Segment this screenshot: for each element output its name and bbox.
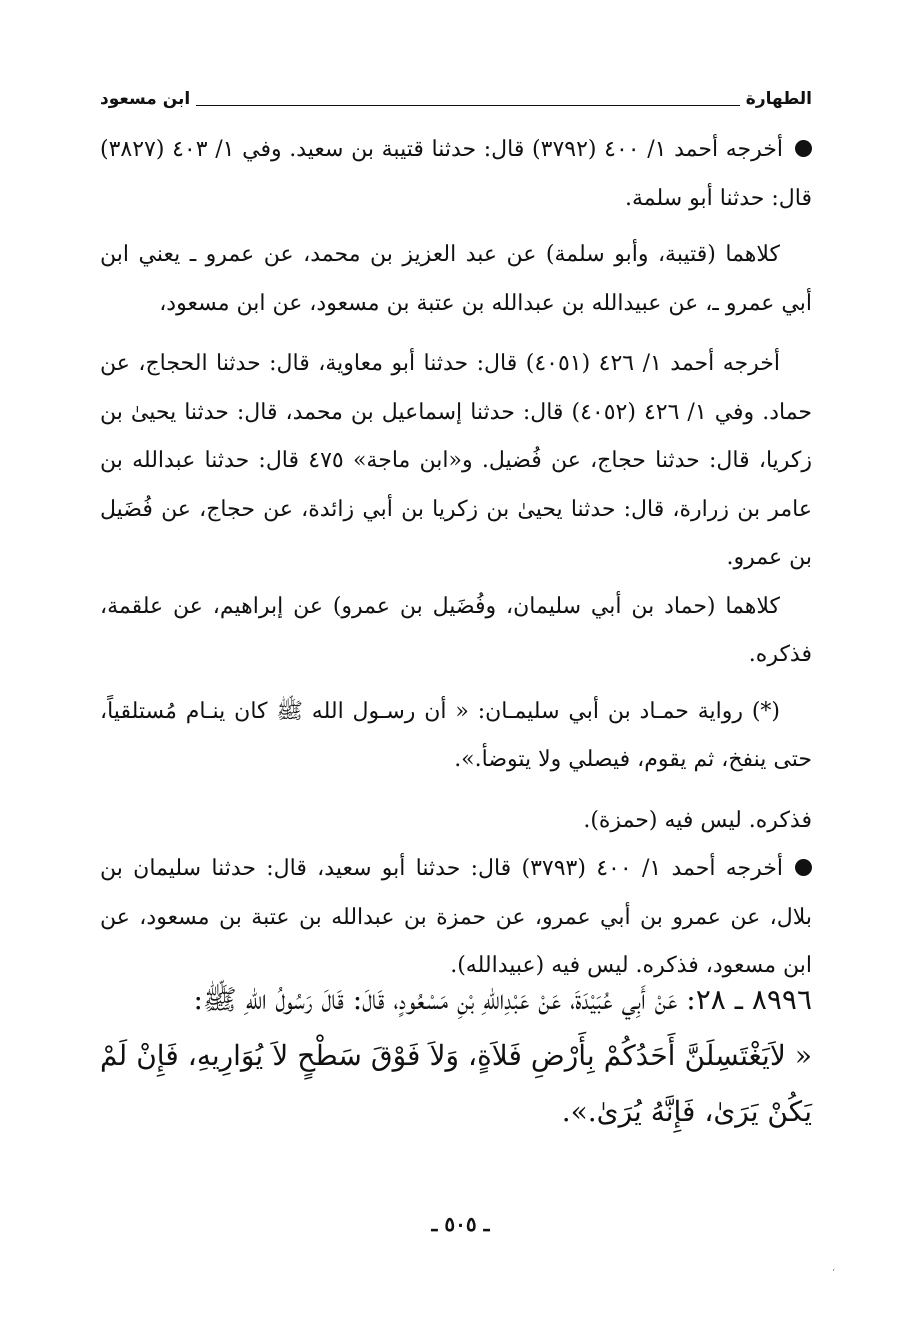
takhrij-paragraph-1: أخرجه أحمد ١/ ٤٠٠ (٣٧٩٢) قال: حدثنا قتيبة بن سعيد. وفي ١/ ٤٠٣ (٣٨٢٧) قال: حدثنا أبو سلمة. (100, 137, 812, 211)
narration-note: (*) رواية حمـاد بن أبي سليمـان: « أن رسـول الله ﷺ كان ينـام مُستلقياً، حتى ينفخ، ثم يقوم، فيصلي ولا يتوضأ.». (100, 698, 812, 772)
bullet-icon (795, 859, 812, 876)
hadith-text: « لاَيَغْتَسِلَنَّ أَحَدُكُمْ بِأَرْضِ فَلاَةٍ، وَلاَ فَوْقَ سَطْحٍ لاَ يُوَارِيهِ، فَإِنْ لَمْ يَكُنْ يَرَىٰ، فَإِنَّهُ يُرَىٰ.». (100, 1039, 812, 1128)
takhrij-paragraph-2: أخرجه أحمد ١/ ٤٢٦ (٤٠٥١) قال: حدثنا أبو معاوية، قال: حدثنا الحجاج، عن حماد. وفي ١/ ٤٢٦ (٤٠٥٢) قال: حدثنا إسماعيل بن محمد، قال: حدثنا يحيىٰ بن زكريا، قال: حدثنا حجاج، عن فُضيل. و«ابن ماجة» ٤٧٥ قال: حدثنا عبدالله بن عامر بن زرارة، قال: حدثنا يحيىٰ بن زكريا بن أبي زائدة، عن حجاج، عن فُضَيل بن عمرو. (100, 351, 813, 570)
section-title: ابن مسعود (100, 89, 191, 109)
chapter-title: الطهارة (745, 89, 812, 109)
scan-mark: ‘ (832, 1268, 836, 1279)
hadith-block (100, 972, 812, 1140)
running-header (100, 84, 812, 114)
chain-paragraph-2: كلاهما (حماد بن أبي سليمان، وفُضَيل بن عمرو) عن إبراهيم، عن علقمة، فذكره. (100, 593, 812, 667)
hadith-heading: ٨٩٩٦ ـ ٢٨: عَنْ أَبِي عُبَيْدَةَ، عَنْ عَبْدِاللهِ بْنِ مَسْعُودٍ، قَالَ: قَالَ رَسُولُ اللهِ ﷺ: (193, 983, 812, 1016)
commentary-text (100, 126, 812, 991)
takhrij-paragraph-3: أخرجه أحمد ١/ ٤٠٠ (٣٧٩٣) قال: حدثنا أبو سعيد، قال: حدثنا سليمان بن بلال، عن عمرو بن أبي عمرو، عن حمزة بن عبدالله بن عتبة بن مسعود، عن ابن مسعود، فذكره. ليس فيه (عبيدالله). (100, 856, 812, 978)
header-rule (196, 105, 740, 106)
bullet-icon (795, 140, 812, 157)
chain-paragraph-1: كلاهما (قتيبة، وأبو سلمة) عن عبد العزيز بن محمد، عن عمرو ـ يعني ابن أبي عمرو ـ، عن عبيدالله بن عبدالله بن عتبة بن مسعود، عن ابن مسعود، (100, 242, 812, 316)
note-paragraph: فذكره. ليس فيه (حمزة). (583, 807, 812, 833)
page-number: ـ ٥٠٥ ـ (431, 1212, 490, 1236)
